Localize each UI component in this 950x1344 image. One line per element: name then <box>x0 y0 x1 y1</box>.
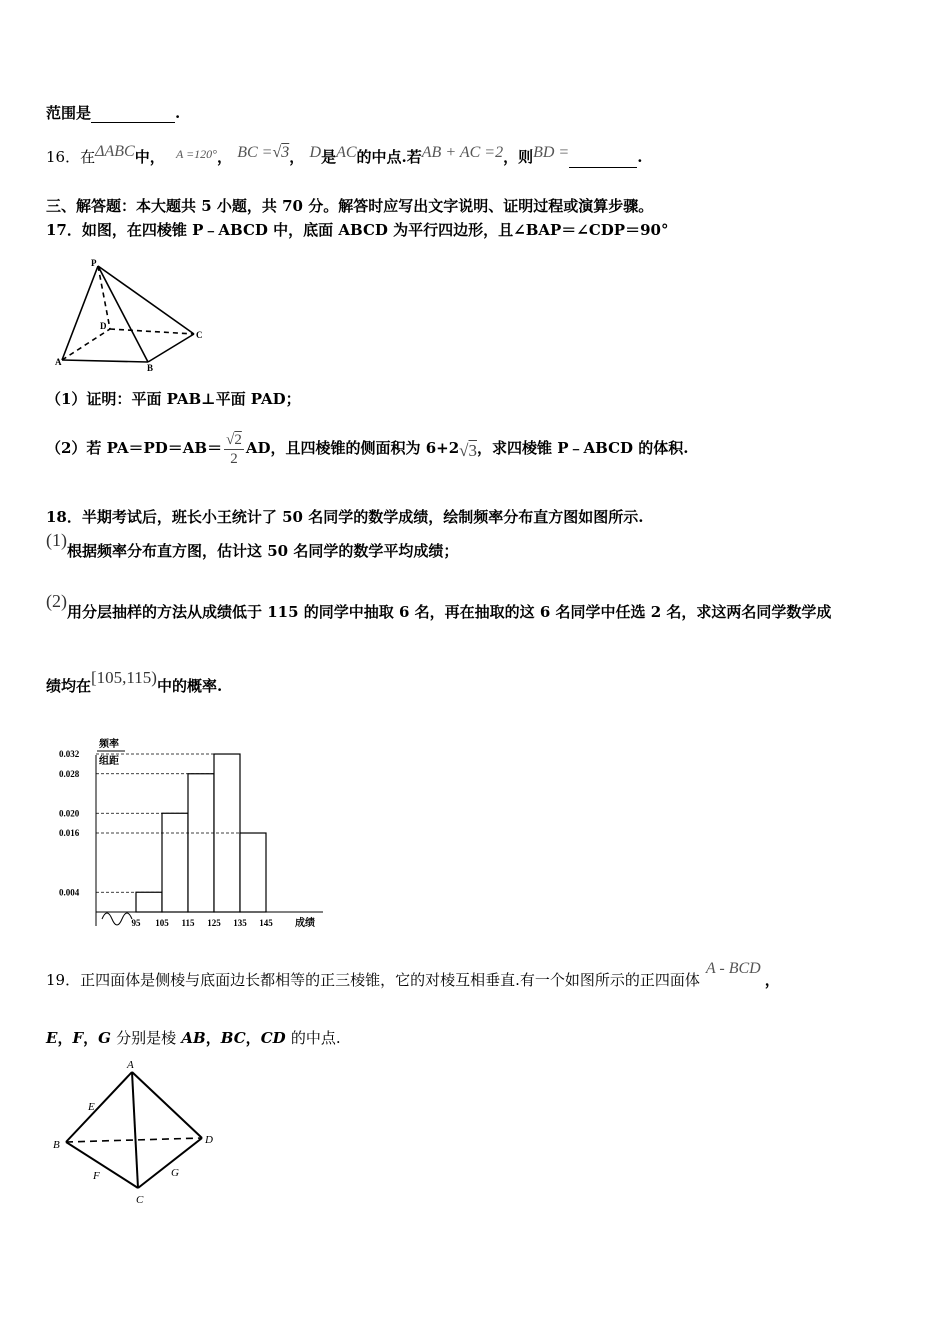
section-heading: 三、解答题：本大题共 5 小题，共 70 分。解答时应写出文字说明、证明过程或演算步骤。 <box>46 197 654 215</box>
label-a: A <box>127 1059 134 1071</box>
histogram-bar <box>188 774 214 912</box>
question-19-line2: E，F，G 分别是棱 AB，BC，CD 的中点. <box>46 1029 341 1047</box>
ylabel-bottom: 组距 <box>99 756 119 767</box>
edge-pb <box>98 266 148 362</box>
label-e: E <box>88 1101 95 1113</box>
edge-ac <box>132 1072 138 1188</box>
histogram-marks <box>59 749 323 928</box>
edge-ab <box>62 360 148 362</box>
question-18-part2-cont: 绩均在[105,115)中的概率. <box>46 668 223 695</box>
x-tick-label: 95 <box>131 918 141 928</box>
histogram-bar <box>136 892 162 912</box>
edge-bd-hidden <box>66 1138 202 1142</box>
frequency-histogram <box>55 733 345 933</box>
y-tick-label: 0.032 <box>59 749 80 760</box>
ylabel-top: 频率 <box>99 739 119 750</box>
label-d: D <box>205 1134 213 1146</box>
y-tick-label: 0.004 <box>59 887 80 898</box>
label-p: P <box>91 258 97 268</box>
label-c: C <box>136 1194 144 1206</box>
x-tick-label: 145 <box>259 918 273 928</box>
label-b: B <box>147 363 154 372</box>
answer-blank[interactable] <box>91 106 175 123</box>
sqrt3: √3 <box>459 441 477 460</box>
x-tick-label: 115 <box>181 918 195 928</box>
question-17-stem: 17．如图，在四棱锥 P﹣ABCD 中，底面 ABCD 为平行四边形，且∠BAP＝∠CDP＝90° <box>46 221 669 239</box>
answer-blank[interactable] <box>569 151 637 168</box>
edge-dc-hidden <box>110 329 194 334</box>
question-18-stem: 18．半期考试后，班长小王统计了 50 名同学的数学成绩，绘制频率分布直方图如图所示. <box>46 508 644 526</box>
x-tick-label: 125 <box>207 918 221 928</box>
histogram-bar <box>240 833 266 912</box>
question-18-part1: (1)根据频率分布直方图，估计这 50 名同学的数学平均成绩； <box>46 530 459 560</box>
label-c: C <box>196 330 203 340</box>
edge-ad-hidden <box>62 329 110 360</box>
label-f: F <box>93 1170 100 1182</box>
question-16: 16．在ΔABC中， $^{A =120^\circ}$， BC =√3， D是AC的中点.若AB + AC =2，则BD = . <box>46 143 643 166</box>
q15-tail: 范围是 . <box>46 104 181 122</box>
pyramid-figure <box>52 256 212 372</box>
edge-pd-hidden <box>98 266 110 329</box>
edge-pc <box>98 266 194 334</box>
axis-break-icon <box>102 913 132 925</box>
histogram-bar <box>162 813 188 912</box>
fraction-sqrt2-over-2: $\frac{√2}{2}$ <box>226 431 242 467</box>
question-17-part1: （1）证明：平面 PAB⊥平面 PAD； <box>46 390 301 408</box>
edge-pa <box>62 266 98 360</box>
edge-ab <box>66 1072 132 1142</box>
label-a: A <box>55 357 62 367</box>
question-19-stem: 19．正四面体是侧棱与底面边长都相等的正三棱锥，它的对棱互相垂直.有一个如图所示的正四面体A - BCD， <box>46 960 780 989</box>
question-17-part2: （2）若 PA＝PD＝AB＝ $\frac{√2}{2}$ AD，且四棱锥的侧面积为 6+2√3，求四棱锥 P﹣ABCD 的体积. <box>46 431 689 467</box>
y-tick-label: 0.016 <box>59 828 80 839</box>
label-g: G <box>171 1167 179 1179</box>
edge-bc <box>148 334 194 362</box>
edge-bc <box>66 1142 138 1188</box>
question-18-part2: (2)用分层抽样的方法从成绩低于 115 的同学中抽取 6 名，再在抽取的这 6 名同学中任选 2 名，求这两名同学数学成 <box>46 591 832 621</box>
y-tick-label: 0.028 <box>59 768 80 779</box>
x-tick-label: 135 <box>233 918 247 928</box>
y-tick-label: 0.020 <box>59 808 80 819</box>
label-d: D <box>100 321 107 331</box>
bc-expression: BC =√3 <box>237 144 290 161</box>
edge-ad <box>132 1072 202 1138</box>
xlabel: 成绩 <box>295 918 315 929</box>
tetrahedron-figure <box>50 1058 230 1208</box>
edge-cd <box>138 1138 202 1188</box>
sqrt-symbol: √3 <box>272 144 290 161</box>
label-b: B <box>53 1139 60 1151</box>
x-tick-label: 105 <box>155 918 169 928</box>
